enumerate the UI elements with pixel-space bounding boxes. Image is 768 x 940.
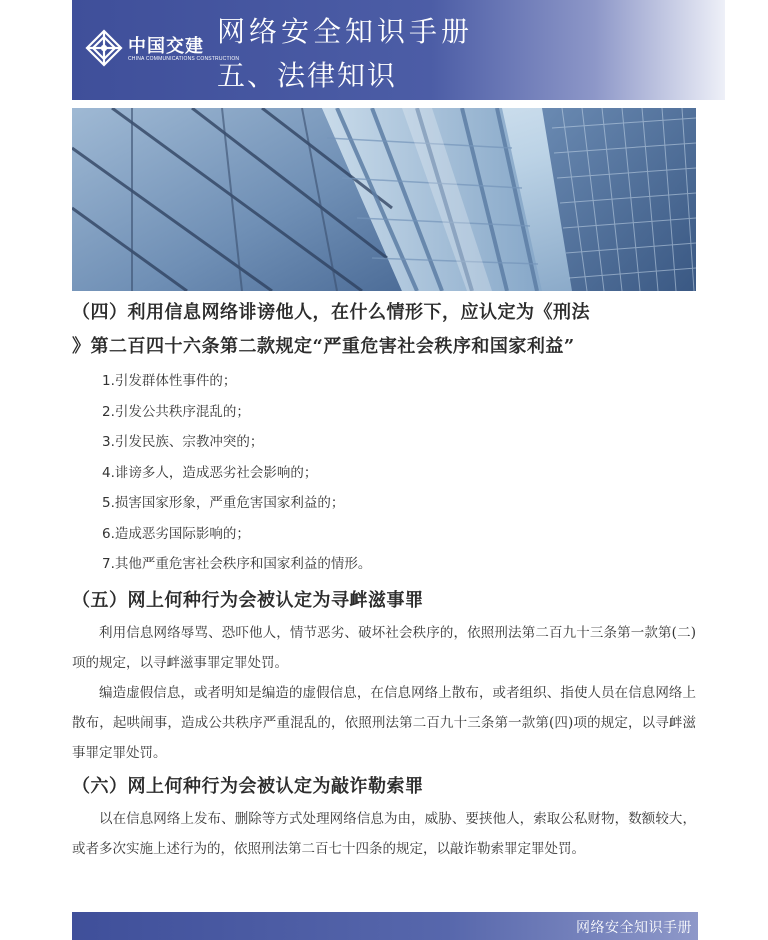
section-4-list (72, 366, 696, 580)
list-item: 5.损害国家形象，严重危害国家利益的； (102, 495, 345, 511)
list-item: 2.引发公共秩序混乱的； (102, 403, 250, 420)
list-item: 4.诽谤多人，造成恶劣社会影响的； (102, 464, 318, 481)
logo-chinese-text: 中国交建 (128, 36, 204, 57)
chapter-title: 五、法律知识 (217, 59, 398, 92)
ccc-emblem-icon (84, 28, 124, 68)
section-5-heading: （五）网上何种行为会被认定为寻衅滋事罪 (72, 589, 424, 611)
section-5-paragraph-1: 利用信息网络辱骂、恐吓他人，情节恶劣、破坏社会秩序的，依照刑法第二百九十三条第一款第(二)项的规定，以寻衅滋事罪定罪处罚。 (72, 624, 696, 671)
building-photo (72, 108, 696, 291)
glass-building-image (72, 108, 696, 291)
list-item: 6.造成恶劣国际影响的； (102, 525, 250, 542)
section-4-heading-line1: （四）利用信息网络诽谤他人，在什么情形下，应认定为《刑法 (72, 302, 590, 323)
footer-title: 网络安全知识手册 (576, 920, 692, 936)
section-6-paragraph-1: 以在信息网络上发布、删除等方式处理网络信息为由，威胁、要挟他人，索取公私财物，数额较大，或者多次实施上述行为的，依照刑法第二百七十四条的规定，以敲诈勒索罪定罪处罚。 (72, 810, 696, 857)
logo-english-text: CHINA COMMUNICATIONS CONSTRUCTION (128, 56, 240, 62)
page-footer (72, 912, 698, 940)
list-item: 3.引发民族、宗教冲突的； (102, 434, 264, 450)
section-5-paragraph-2: 编造虚假信息，或者明知是编造的虚假信息，在信息网络上散布，或者组织、指使人员在信息网络上散布，起哄闹事，造成公共秩序严重混乱的，依照刑法第二百九十三条第一款第(四)项的规定，以寻衅滋事罪定罪处罚。 (72, 684, 696, 761)
section-4-heading-line2: 》第二百四十六条第二款规定“严重危害社会秩序和国家利益” (72, 336, 575, 357)
page-header (72, 0, 725, 100)
page-title: 网络安全知识手册 (217, 15, 474, 48)
section-6-heading: （六）网上何种行为会被认定为敲诈勒索罪 (72, 775, 424, 797)
list-item: 7.其他严重危害社会秩序和国家利益的情形。 (102, 556, 372, 572)
article-content (72, 296, 696, 864)
company-logo (84, 28, 240, 72)
list-item: 1.引发群体性事件的； (102, 373, 237, 389)
